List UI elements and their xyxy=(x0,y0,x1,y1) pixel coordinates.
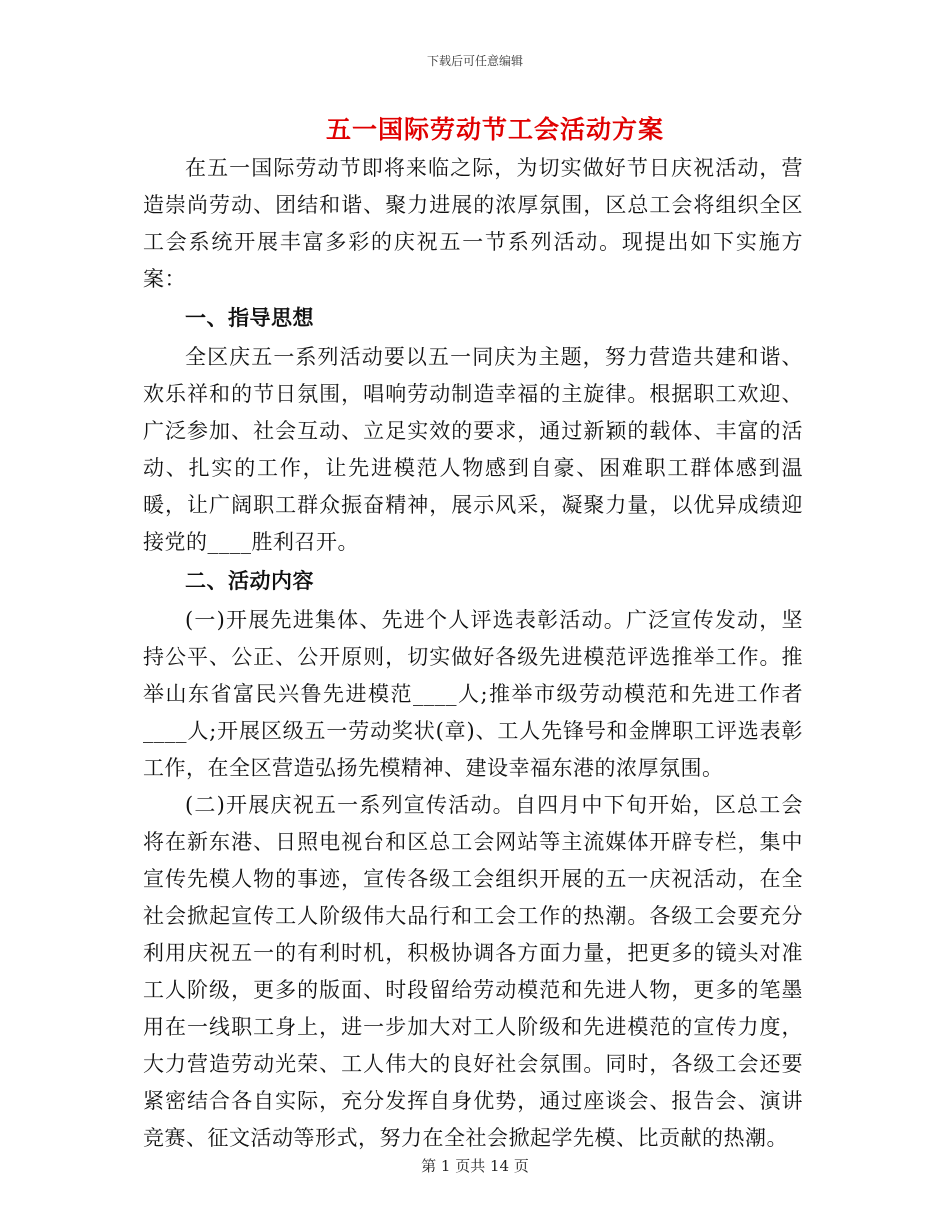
header-note: 下载后可任意编辑 xyxy=(426,54,523,68)
document-body xyxy=(143,150,803,1157)
page-footer: 第 1 页共 14 页 xyxy=(421,1157,529,1175)
activity-item-1: (一)开展先进集体、先进个人评选表彰活动。广泛宣传发动，坚持公平、公正、公开原则，切实做好各级先进模范评选推举工作。推举山东省富民兴鲁先进模范____人;推举市级劳动模范和先进工作者____人;开展区级五一劳动奖状(章)、工人先锋号和金牌职工评选表彰工作，在全区营造弘扬先模精神、建设幸福东港的浓厚氛围。 xyxy=(143,608,803,780)
activity-item-2: (二)开展庆祝五一系列宣传活动。自四月中下旬开始，区总工会将在新东港、日照电视台和区总工会网站等主流媒体开辟专栏，集中宣传先模人物的事迹，宣传各级工会组织开展的五一庆祝活动，在全社会掀起宣传工人阶级伟大品行和工会工作的热潮。各级工会要充分利用庆祝五一的有利时机，积极协调各方面力量，把更多的镜头对准工人阶级，更多的版面、时段留给劳动模范和先进人物，更多的笔墨用在一线职工身上，进一步加大对工人阶级和先进模范的宣传力度，大力营造劳动光荣、工人伟大的良好社会氛围。同时，各级工会还要紧密结合各自实际，充分发挥自身优势，通过座谈会、报告会、演讲竞赛、征文活动等形式，努力在全社会掀起学先模、比贡献的热潮。 xyxy=(143,793,803,1150)
guiding-ideology-paragraph: 全区庆五一系列活动要以五一同庆为主题，努力营造共建和谐、欢乐祥和的节日氛围，唱响劳动制造幸福的主旋律。根据职工欢迎、广泛参加、社会互动、立足实效的要求，通过新颖的载体、丰富的活动、扎实的工作，让先进模范人物感到自豪、困难职工群体感到温暖，让广阔职工群众振奋精神，展示风采，凝聚力量，以优异成绩迎接党的____胜利召开。 xyxy=(143,345,803,554)
intro-paragraph: 在五一国际劳动节即将来临之际，为切实做好节日庆祝活动，营造崇尚劳动、团结和谐、聚力进展的浓厚氛围，区总工会将组织全区工会系统开展丰富多彩的庆祝五一节系列活动。现提出如下实施方案： xyxy=(143,156,803,291)
section-heading-activities: 二、活动内容 xyxy=(185,569,314,593)
document-title: 五一国际劳动节工会活动方案 xyxy=(325,115,664,144)
section-heading-guiding-ideology: 一、指导思想 xyxy=(185,306,314,330)
